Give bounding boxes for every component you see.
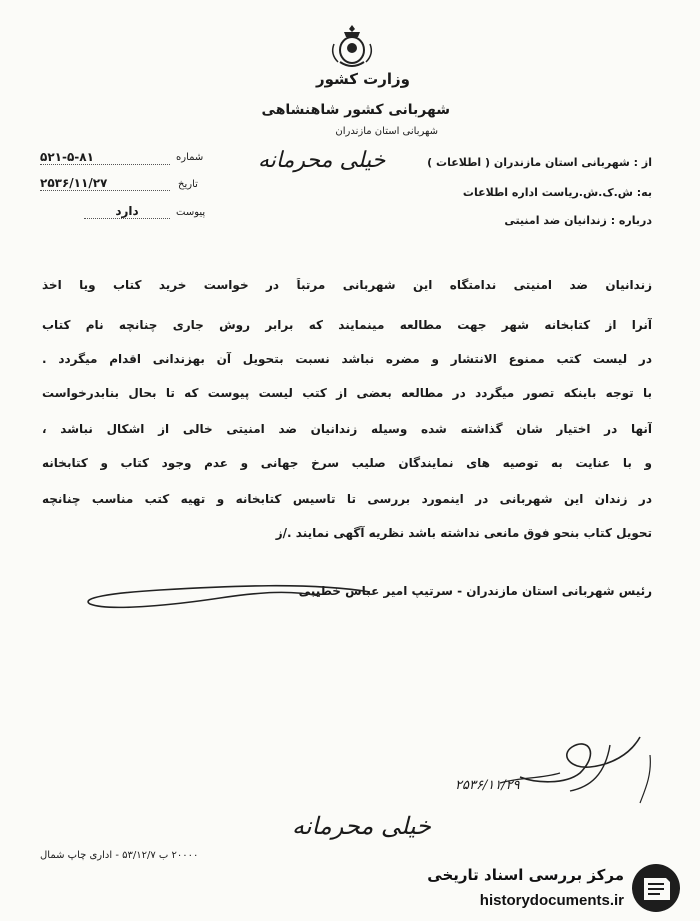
classification-stamp-top: خیلی محرمانه — [258, 148, 386, 173]
archive-logo-url: historydocuments.ir — [479, 892, 624, 909]
body-line: آنها در اختیار شان گذاشته شده وسیله زندانیان ضد امنیتی خالی از اشکال نباشد ، — [42, 422, 652, 436]
date-label: تاریخ — [178, 179, 198, 190]
print-note: ۲۰۰۰۰ ب ۵۳/۱۲/۷ - اداری چاپ شمال — [40, 850, 199, 861]
number-label: شماره — [176, 152, 204, 163]
handwritten-signature-icon — [440, 725, 670, 815]
number-value: ۵۲۱-۵-۸۱ — [40, 150, 170, 165]
body-line: و با عنایت به توصیه های نمایندگان صلیب سرخ جهانی و عدم وجود کتاب و کتابخانه — [42, 456, 652, 470]
police-heading: شهربانی کشور شاهنشاهی — [261, 102, 450, 118]
body-line: تحویل کتاب بنحو فوق مانعی نداشته باشد نظریه آگهی نمایند ./ز — [275, 526, 652, 540]
body-line: در لیست کتب ممنوع الانتشار و مضره نباشد نسبت بتحویل آن بهزندانی اقدام میگردد . — [42, 352, 652, 366]
ministry-heading: وزارت کشور — [315, 70, 410, 88]
handwritten-date: ۲۵۳۶/۱۱/۲۹ — [455, 778, 520, 793]
date-value: ۲۵۳۶/۱۱/۲۷ — [40, 176, 170, 191]
attachment-label: پیوست — [176, 207, 206, 218]
body-line: در زندان این شهربانی در اینمورد بررسی تا تاسیس کتابخانه و تهیه کتب مناسب چنانچه — [42, 492, 652, 506]
from-field: از : شهربانی استان مازندران ( اطلاعات ) — [427, 156, 652, 169]
signature-scribble-icon — [70, 578, 380, 614]
archive-logo-icon — [630, 862, 682, 914]
signatory-line: رئیس شهربانی استان مازندران - سرتیپ امیر عباس خطیبی — [298, 584, 652, 598]
subject-field: درباره : زندانیان ضد امنیتی — [504, 214, 652, 227]
imperial-crest-icon — [328, 22, 376, 72]
provincial-heading: شهربانی استان مازندران — [335, 126, 438, 137]
body-line: آنرا از کتابخانه شهر جهت مطالعه مینمایند که برابر روش جاری چنانچه نام کتاب — [42, 318, 652, 332]
body-line: زندانیان ضد امنیتی ندامتگاه این شهربانی مرتباً در خواست خرید کتاب ویا اخذ — [42, 278, 652, 292]
classification-stamp-bottom: خیلی محرمانه — [292, 812, 431, 840]
recipient-field: به: ش.ک.ش.ریاست اداره اطلاعات — [462, 186, 652, 199]
archive-logo-text: مرکز بررسی اسناد تاریخی — [427, 866, 624, 884]
attachment-value: دارد — [84, 204, 170, 219]
body-line: با توجه باینکه تصور میگردد در مطالعه بعضی از کتب لیست پیوست که تا بحال بنابدرخواست — [42, 386, 652, 400]
